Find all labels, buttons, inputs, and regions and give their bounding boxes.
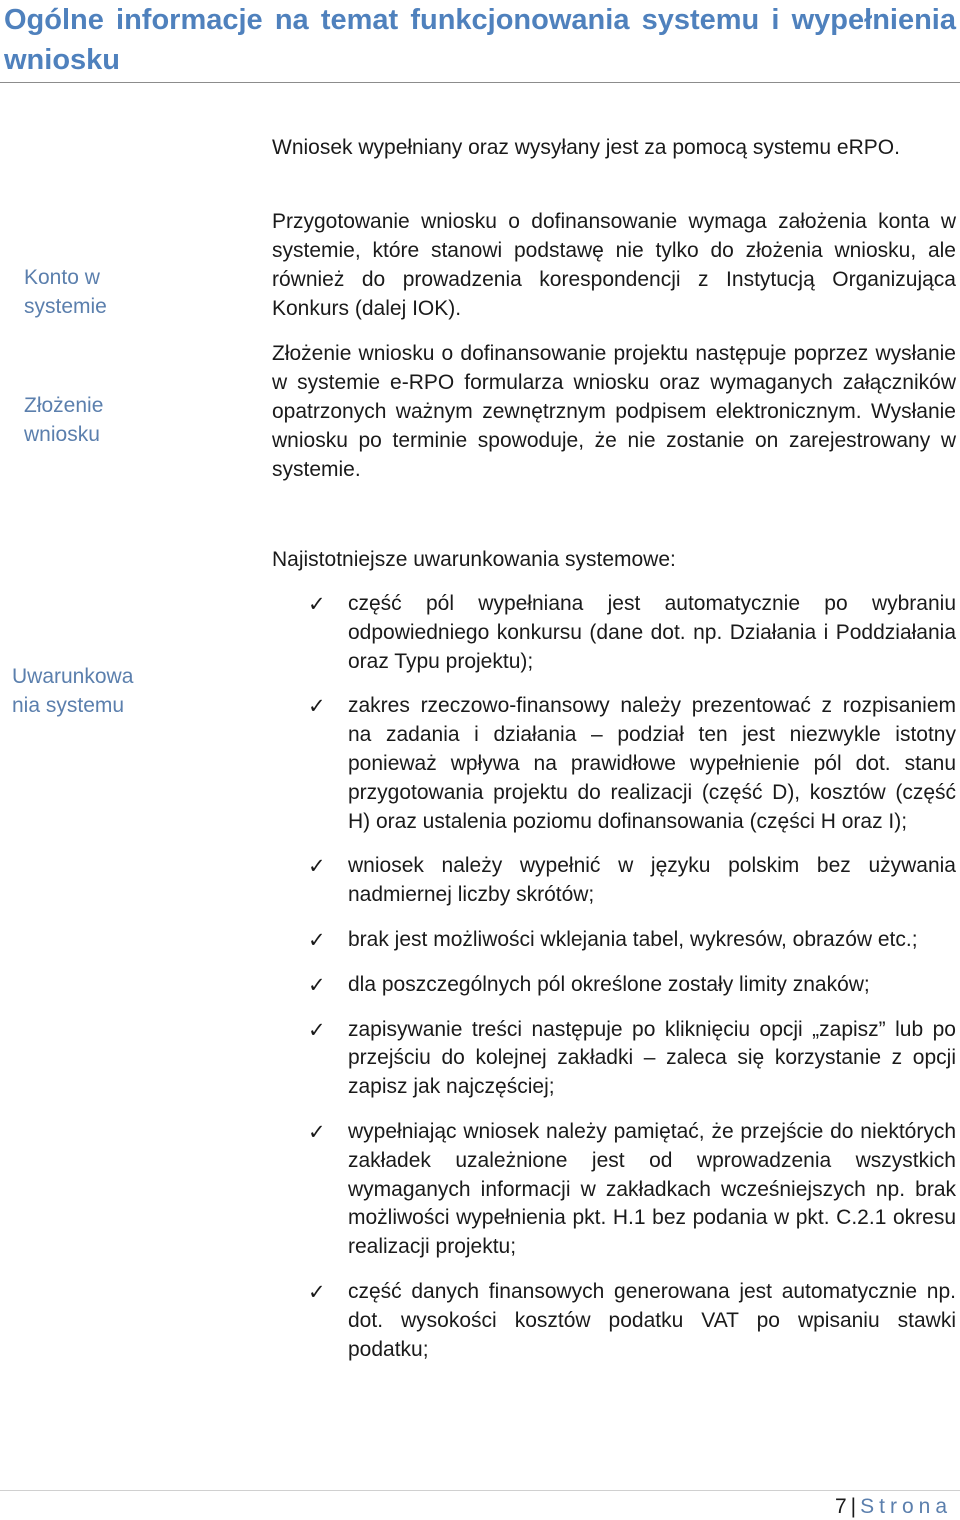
page-word: Strona xyxy=(860,1495,952,1518)
side-label-zlozenie: Złożenie wniosku xyxy=(24,394,104,446)
zlozenie-paragraph: Złożenie wniosku o dofinansowanie projektu następuje poprzez wysłanie w systemie e-RPO formularza wniosku oraz wymaganych załączników opatrzonych ważnym zewnętrznym podpisem elektronicznym. Wysłanie wniosku po terminie spowoduje, że nie zostanie on zarejestrowany w systemie. xyxy=(272,342,956,481)
check-mark-icon: ✓ xyxy=(308,694,326,719)
page-footer xyxy=(835,1494,952,1520)
title-divider xyxy=(0,82,960,83)
list-item: ✓ część pól wypełniana jest automatycznie po wybraniu odpowiedniego konkursu (dane dot. np. Działania i Poddziałania oraz Typu projektu); xyxy=(308,592,956,673)
check-mark-icon: ✓ xyxy=(308,1279,326,1304)
side-label-uwarunkowania: Uwarunkowa nia systemu xyxy=(12,665,134,717)
konto-paragraph: Przygotowanie wniosku o dofinansowanie wymaga założenia konta w systemie, które stanowi podstawę nie tylko do złożenia wniosku, ale również do prowadzenia korespondencji z Instytucją Organizująca Konkurs (dalej IOK). xyxy=(272,210,956,320)
check-mark-icon: ✓ xyxy=(308,927,326,952)
list-item: ✓ dla poszczególnych pól określone zostały limity znaków; xyxy=(308,971,956,1000)
check-mark-icon: ✓ xyxy=(308,1017,326,1042)
check-mark-icon: ✓ xyxy=(308,592,326,616)
list-item: ✓ zakres rzeczowo-finansowy należy prezentować z rozpisaniem na zadania i działania – podział ten jest niezwykle istotny ponieważ wpływa na prawidłowe wypełnienie pól dot. stanu przygotowania projektu do realizacji (część D), kosztów (część H) oraz ustalenia poziomu dofinansowania (części H oraz I); xyxy=(308,694,956,833)
check-mark-icon: ✓ xyxy=(308,1119,326,1144)
check-mark-icon: ✓ xyxy=(308,972,326,997)
list-item: ✓ zapisywanie treści następuje po kliknięciu opcji „zapisz” lub po przejściu do kolejnej zakładki – zaleca się korzystanie z opcji zapisz jak najczęściej; xyxy=(308,1017,956,1099)
list-intro: Najistotniejsze uwarunkowania systemowe: xyxy=(272,548,676,571)
side-label-konto: Konto w systemie xyxy=(24,266,107,318)
list-item: ✓ wniosek należy wypełnić w języku polskim bez używania nadmiernej liczby skrótów; xyxy=(308,854,956,907)
list-item: ✓ część danych finansowych generowana jest automatycznie np. dot. wysokości kosztów podatku VAT po wpisaniu stawki podatku; xyxy=(308,1279,956,1361)
list-item: ✓ wypełniając wniosek należy pamiętać, że przejście do niektórych zakładek uzależnione jest od wprowadzenia wszystkich wymaganych informacji w zakładkach wcześniejszych np. brak możliwości wypełnienia pkt. H.1 bez podania w pkt. C.2.1 okresu realizacji projektu; xyxy=(308,1119,956,1259)
requirements-checklist xyxy=(308,590,956,1380)
document-title: Ogólne informacje na temat funkcjonowania systemu i wypełnienia wniosku xyxy=(4,4,956,76)
check-mark-icon: ✓ xyxy=(308,854,326,879)
page-number: 7 xyxy=(834,1495,847,1518)
list-item: ✓ brak jest możliwości wklejania tabel, wykresów, obrazów etc.; xyxy=(308,926,956,955)
intro-paragraph: Wniosek wypełniany oraz wysyłany jest za pomocą systemu eRPO. xyxy=(272,136,900,159)
footer-separator: | xyxy=(850,1495,857,1518)
footer-divider xyxy=(0,1490,960,1491)
